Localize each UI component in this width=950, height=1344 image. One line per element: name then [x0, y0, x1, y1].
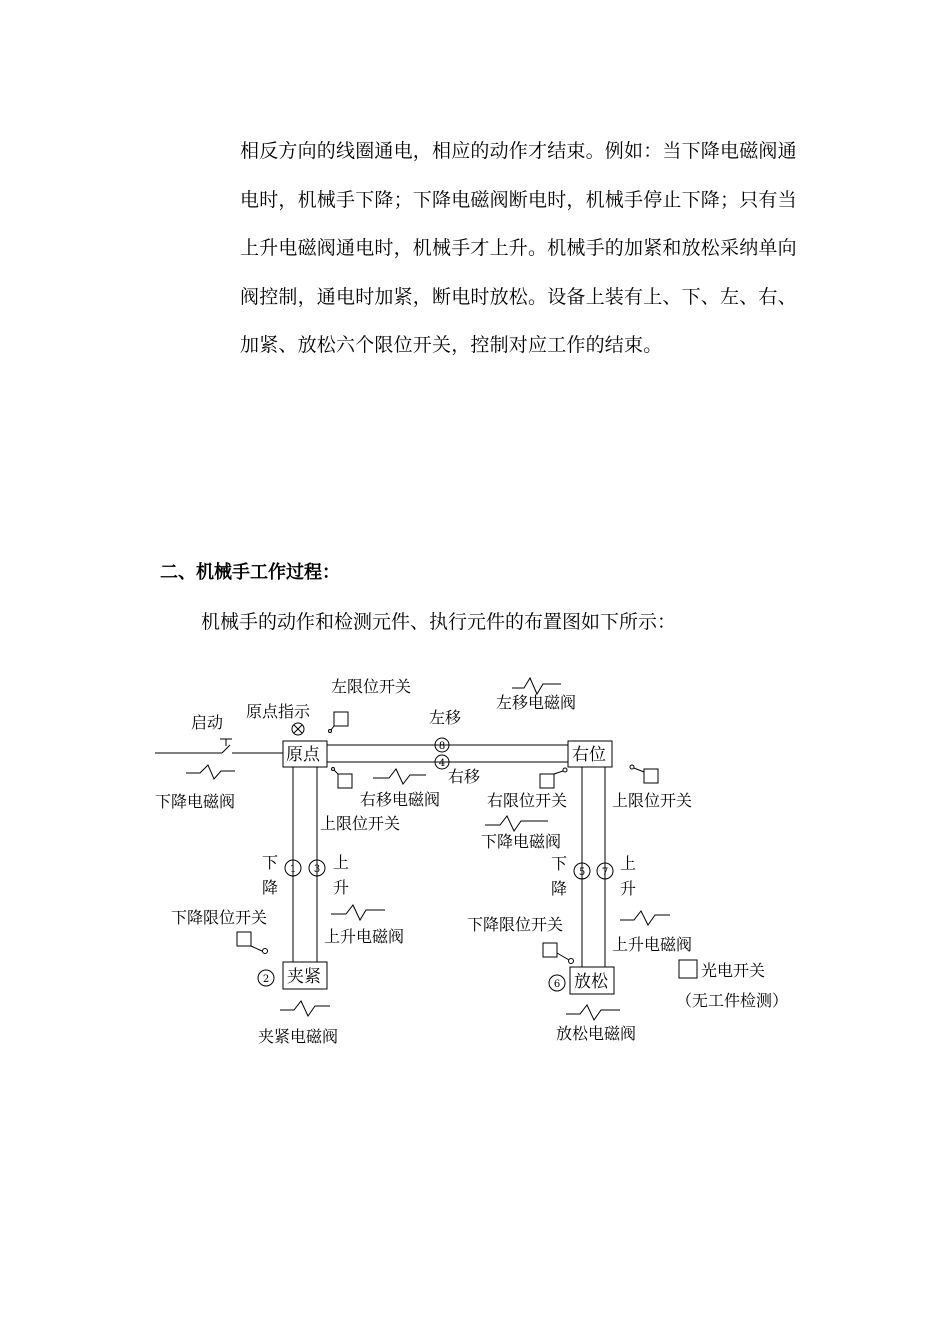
paragraph-line: 上升电磁阀通电时，机械手才上升。机械手的加紧和放松采纳单向	[240, 237, 797, 259]
paragraph-line: 电时，机械手下降；下降电磁阀断电时，机械手停止下降；只有当	[240, 188, 797, 211]
paragraph-line: 加紧、放松六个限位开关，控制对应工作的结束。	[240, 334, 663, 356]
down-valve-right-label: 下降电磁阀	[481, 832, 562, 851]
up-valve-left-coil-icon	[331, 905, 385, 920]
down-limit-left-switch-icon	[237, 932, 251, 946]
clamp-valve-coil-icon	[280, 1001, 330, 1016]
up-char-left-1: 上	[333, 853, 350, 872]
left-limit-label: 左限位开关	[331, 677, 412, 696]
up-limit-right-label: 上限位开关	[612, 791, 693, 810]
paragraph-line: 阀控制，通电时加紧，断电时放松。设备上装有上、下、左、右、	[240, 285, 797, 308]
intro-text: 机械手的动作和检测元件、执行元件的布置图如下所示：	[201, 611, 677, 633]
photo-switch-note: （无工件检测）	[676, 991, 789, 1010]
up-valve-left-label: 上升电磁阀	[324, 927, 405, 946]
manipulator-layout-diagram	[0, 660, 950, 1060]
down-char-right-1: 下	[551, 854, 568, 873]
up-valve-right-coil-icon	[620, 911, 670, 925]
body-paragraph	[240, 132, 810, 375]
up-limit-right-switch-icon	[644, 769, 658, 783]
right-box-label: 右位	[572, 745, 606, 765]
step-number: 7	[601, 867, 609, 878]
up-valve-right-label: 上升电磁阀	[612, 935, 693, 954]
down-char-left-2: 降	[262, 878, 279, 897]
left-valve-label: 左移电磁阀	[496, 693, 577, 712]
right-move-label: 右移	[448, 767, 481, 786]
clamp-box-label: 夹紧	[287, 967, 321, 987]
up-char-right-2: 升	[620, 879, 637, 898]
down-limit-right-switch-icon	[543, 943, 557, 957]
right-valve-coil-icon	[373, 769, 426, 784]
origin-indicator-label: 原点指示	[246, 702, 311, 721]
right-valve-label: 右移电磁阀	[360, 790, 441, 809]
origin-box-label: 原点	[286, 745, 320, 765]
step-number: 8	[438, 741, 446, 752]
down-valve-left-label: 下降电磁阀	[155, 792, 236, 811]
start-label: 启动	[191, 713, 224, 732]
step-number: 5	[578, 867, 586, 878]
down-limit-right-label: 下降限位开关	[467, 915, 564, 934]
left-move-label: 左移	[429, 708, 462, 727]
down-char-right-2: 降	[551, 879, 568, 898]
down-char-left-1: 下	[262, 853, 279, 872]
photo-switch-icon	[679, 960, 697, 978]
right-limit-label: 右限位开关	[487, 791, 568, 810]
up-limit-left-label: 上限位开关	[320, 814, 401, 833]
release-valve-coil-icon	[566, 1005, 620, 1020]
left-limit-switch-icon	[334, 712, 348, 726]
up-limit-left-switch-icon	[338, 774, 352, 788]
lamp-icon	[292, 723, 304, 735]
step-number: 6	[553, 979, 561, 990]
paragraph-line: 相反方向的线圈通电，相应的动作才结束。例如：当下降电磁阀通	[240, 140, 797, 162]
step-number: 4	[438, 758, 446, 769]
section-heading: 二、机械手工作过程：	[160, 562, 340, 583]
photo-switch-label: 光电开关	[701, 961, 766, 980]
up-char-left-2: 升	[333, 878, 350, 897]
step-number: 3	[313, 864, 321, 875]
down-valve-left-coil-icon	[186, 765, 235, 779]
up-char-right-1: 上	[620, 854, 637, 873]
clamp-valve-label: 夹紧电磁阀	[258, 1027, 339, 1046]
start-switch-blade	[222, 745, 230, 753]
left-valve-coil-icon	[512, 678, 561, 694]
step-number: 2	[262, 974, 270, 985]
release-box-label: 放松	[574, 972, 608, 992]
right-limit-switch-icon	[540, 774, 554, 788]
step-number: 1	[289, 864, 297, 875]
down-valve-right-coil-icon	[485, 816, 548, 831]
down-limit-left-label: 下降限位开关	[171, 908, 268, 927]
release-valve-label: 放松电磁阀	[556, 1024, 637, 1043]
